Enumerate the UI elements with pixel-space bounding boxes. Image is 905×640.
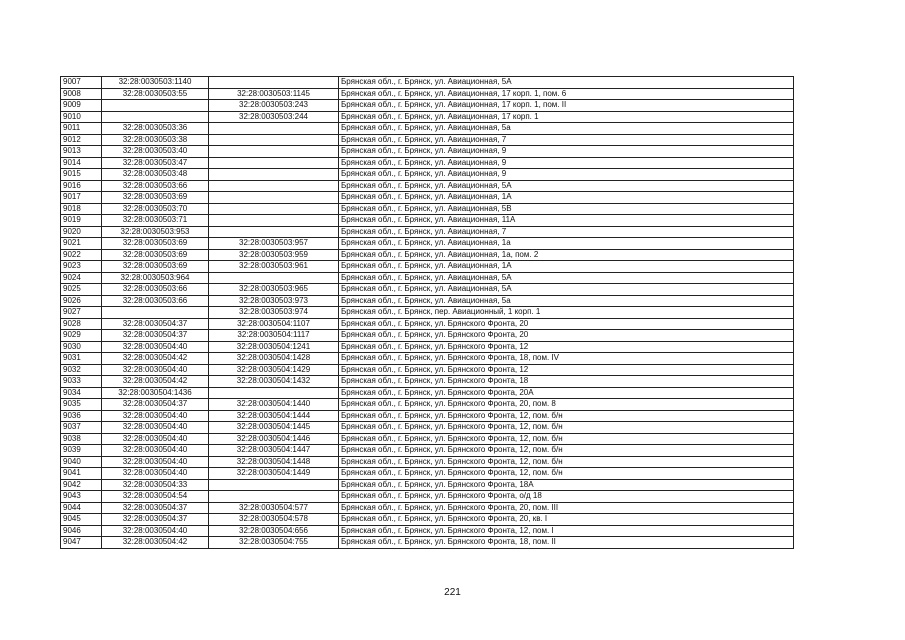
table-row bbox=[61, 226, 794, 238]
table-row bbox=[61, 353, 794, 365]
cadastral-number-cell: 32:28:0030503:66 bbox=[102, 180, 209, 192]
object-cadastral-number-cell: 32:28:0030504:1447 bbox=[209, 445, 339, 457]
table-row bbox=[61, 468, 794, 480]
row-number-cell: 9031 bbox=[61, 353, 102, 365]
cadastral-number-cell: 32:28:0030504:40 bbox=[102, 433, 209, 445]
row-number-cell: 9044 bbox=[61, 502, 102, 514]
address-cell: Брянская обл., г. Брянск, ул. Брянского Фронта, о/д 18 bbox=[339, 491, 794, 503]
object-cadastral-number-cell bbox=[209, 77, 339, 89]
address-cell: Брянская обл., г. Брянск, ул. Брянского Фронта, 12, пом. б/н bbox=[339, 422, 794, 434]
table-row bbox=[61, 123, 794, 135]
table-row bbox=[61, 341, 794, 353]
row-number-cell: 9026 bbox=[61, 295, 102, 307]
cadastral-number-cell: 32:28:0030503:953 bbox=[102, 226, 209, 238]
address-cell: Брянская обл., г. Брянск, ул. Брянского Фронта, 20, пом. 8 bbox=[339, 399, 794, 411]
row-number-cell: 9021 bbox=[61, 238, 102, 250]
object-cadastral-number-cell bbox=[209, 491, 339, 503]
table-row bbox=[61, 203, 794, 215]
row-number-cell: 9032 bbox=[61, 364, 102, 376]
address-cell: Брянская обл., г. Брянск, ул. Авиационная, 5А bbox=[339, 272, 794, 284]
row-number-cell: 9014 bbox=[61, 157, 102, 169]
table-row bbox=[61, 491, 794, 503]
cadastral-number-cell: 32:28:0030504:33 bbox=[102, 479, 209, 491]
cadastral-number-cell: 32:28:0030503:70 bbox=[102, 203, 209, 215]
address-cell: Брянская обл., г. Брянск, ул. Авиационная, 17 корп. 1, пом. II bbox=[339, 100, 794, 112]
object-cadastral-number-cell bbox=[209, 123, 339, 135]
address-cell: Брянская обл., г. Брянск, ул. Авиационная, 9 bbox=[339, 146, 794, 158]
cadastral-number-cell: 32:28:0030504:40 bbox=[102, 410, 209, 422]
object-cadastral-number-cell: 32:28:0030504:755 bbox=[209, 537, 339, 549]
object-cadastral-number-cell: 32:28:0030503:1145 bbox=[209, 88, 339, 100]
address-cell: Брянская обл., г. Брянск, ул. Авиационная, 1а, пом. 2 bbox=[339, 249, 794, 261]
table-row bbox=[61, 433, 794, 445]
table-row bbox=[61, 376, 794, 388]
object-cadastral-number-cell bbox=[209, 169, 339, 181]
row-number-cell: 9007 bbox=[61, 77, 102, 89]
cadastral-number-cell: 32:28:0030504:37 bbox=[102, 502, 209, 514]
cadastral-number-cell: 32:28:0030503:47 bbox=[102, 157, 209, 169]
table-row bbox=[61, 514, 794, 526]
cadastral-number-cell: 32:28:0030503:66 bbox=[102, 284, 209, 296]
object-cadastral-number-cell bbox=[209, 203, 339, 215]
table-row bbox=[61, 284, 794, 296]
table-row bbox=[61, 111, 794, 123]
object-cadastral-number-cell bbox=[209, 479, 339, 491]
table-row bbox=[61, 330, 794, 342]
table-row bbox=[61, 215, 794, 227]
table-row bbox=[61, 157, 794, 169]
page-number: 221 bbox=[444, 587, 461, 598]
row-number-cell: 9040 bbox=[61, 456, 102, 468]
cadastral-number-cell: 32:28:0030504:37 bbox=[102, 330, 209, 342]
table-row bbox=[61, 88, 794, 100]
cadastral-number-cell: 32:28:0030503:69 bbox=[102, 261, 209, 273]
cadastral-number-cell: 32:28:0030504:40 bbox=[102, 341, 209, 353]
row-number-cell: 9016 bbox=[61, 180, 102, 192]
object-cadastral-number-cell: 32:28:0030504:1107 bbox=[209, 318, 339, 330]
table-row bbox=[61, 399, 794, 411]
cadastral-number-cell: 32:28:0030503:69 bbox=[102, 192, 209, 204]
address-cell: Брянская обл., г. Брянск, ул. Брянского Фронта, 12 bbox=[339, 341, 794, 353]
address-cell: Брянская обл., г. Брянск, ул. Брянского Фронта, 12, пом. б/н bbox=[339, 468, 794, 480]
object-cadastral-number-cell: 32:28:0030503:965 bbox=[209, 284, 339, 296]
address-cell: Брянская обл., г. Брянск, ул. Брянского Фронта, 12, пом. б/н bbox=[339, 433, 794, 445]
object-cadastral-number-cell: 32:28:0030503:961 bbox=[209, 261, 339, 273]
table-row bbox=[61, 249, 794, 261]
cadastral-number-cell: 32:28:0030504:37 bbox=[102, 399, 209, 411]
address-cell: Брянская обл., г. Брянск, пер. Авиационный, 1 корп. 1 bbox=[339, 307, 794, 319]
cadastral-number-cell bbox=[102, 307, 209, 319]
address-cell: Брянская обл., г. Брянск, ул. Брянского Фронта, 20, пом. III bbox=[339, 502, 794, 514]
object-cadastral-number-cell: 32:28:0030503:973 bbox=[209, 295, 339, 307]
cadastral-number-cell: 32:28:0030503:69 bbox=[102, 238, 209, 250]
object-cadastral-number-cell bbox=[209, 134, 339, 146]
object-cadastral-number-cell: 32:28:0030504:1428 bbox=[209, 353, 339, 365]
cadastral-number-cell: 32:28:0030503:964 bbox=[102, 272, 209, 284]
row-number-cell: 9011 bbox=[61, 123, 102, 135]
row-number-cell: 9029 bbox=[61, 330, 102, 342]
table-row bbox=[61, 318, 794, 330]
address-cell: Брянская обл., г. Брянск, ул. Брянского Фронта, 18А bbox=[339, 479, 794, 491]
table-row bbox=[61, 146, 794, 158]
row-number-cell: 9019 bbox=[61, 215, 102, 227]
table-row bbox=[61, 134, 794, 146]
object-cadastral-number-cell bbox=[209, 146, 339, 158]
address-cell: Брянская обл., г. Брянск, ул. Авиационная, 7 bbox=[339, 134, 794, 146]
table-row bbox=[61, 180, 794, 192]
row-number-cell: 9045 bbox=[61, 514, 102, 526]
object-cadastral-number-cell: 32:28:0030503:957 bbox=[209, 238, 339, 250]
row-number-cell: 9041 bbox=[61, 468, 102, 480]
table-row bbox=[61, 537, 794, 549]
address-cell: Брянская обл., г. Брянск, ул. Авиационная, 5А bbox=[339, 284, 794, 296]
object-cadastral-number-cell: 32:28:0030504:578 bbox=[209, 514, 339, 526]
cadastral-number-cell: 32:28:0030503:48 bbox=[102, 169, 209, 181]
cadastral-number-cell: 32:28:0030504:37 bbox=[102, 514, 209, 526]
row-number-cell: 9037 bbox=[61, 422, 102, 434]
object-cadastral-number-cell: 32:28:0030504:1445 bbox=[209, 422, 339, 434]
table-row bbox=[61, 192, 794, 204]
cadastral-number-cell: 32:28:0030504:54 bbox=[102, 491, 209, 503]
address-cell: Брянская обл., г. Брянск, ул. Авиационная, 17 корп. 1 bbox=[339, 111, 794, 123]
object-cadastral-number-cell bbox=[209, 226, 339, 238]
address-cell: Брянская обл., г. Брянск, ул. Авиационная, 5А bbox=[339, 77, 794, 89]
cadastral-number-cell: 32:28:0030504:40 bbox=[102, 456, 209, 468]
address-cell: Брянская обл., г. Брянск, ул. Брянского Фронта, 12, пом. I bbox=[339, 525, 794, 537]
cadastral-number-cell: 32:28:0030504:42 bbox=[102, 537, 209, 549]
address-cell: Брянская обл., г. Брянск, ул. Авиационная, 5а bbox=[339, 295, 794, 307]
cadastral-number-cell: 32:28:0030504:40 bbox=[102, 525, 209, 537]
address-cell: Брянская обл., г. Брянск, ул. Авиационная, 9 bbox=[339, 169, 794, 181]
address-cell: Брянская обл., г. Брянск, ул. Брянского Фронта, 12, пом. б/н bbox=[339, 456, 794, 468]
address-cell: Брянская обл., г. Брянск, ул. Брянского Фронта, 12, пом. б/н bbox=[339, 445, 794, 457]
object-cadastral-number-cell: 32:28:0030504:1432 bbox=[209, 376, 339, 388]
row-number-cell: 9030 bbox=[61, 341, 102, 353]
table-row bbox=[61, 445, 794, 457]
object-cadastral-number-cell: 32:28:0030504:1440 bbox=[209, 399, 339, 411]
table-row bbox=[61, 100, 794, 112]
row-number-cell: 9015 bbox=[61, 169, 102, 181]
registry-table-body bbox=[61, 77, 794, 549]
row-number-cell: 9025 bbox=[61, 284, 102, 296]
row-number-cell: 9008 bbox=[61, 88, 102, 100]
cadastral-number-cell: 32:28:0030504:42 bbox=[102, 353, 209, 365]
row-number-cell: 9036 bbox=[61, 410, 102, 422]
row-number-cell: 9039 bbox=[61, 445, 102, 457]
address-cell: Брянская обл., г. Брянск, ул. Авиационная, 7 bbox=[339, 226, 794, 238]
address-cell: Брянская обл., г. Брянск, ул. Брянского Фронта, 20А bbox=[339, 387, 794, 399]
table-row bbox=[61, 307, 794, 319]
table-row bbox=[61, 364, 794, 376]
cadastral-number-cell: 32:28:0030504:40 bbox=[102, 422, 209, 434]
row-number-cell: 9028 bbox=[61, 318, 102, 330]
address-cell: Брянская обл., г. Брянск, ул. Авиационная, 5В bbox=[339, 203, 794, 215]
row-number-cell: 9023 bbox=[61, 261, 102, 273]
object-cadastral-number-cell bbox=[209, 180, 339, 192]
table-row bbox=[61, 502, 794, 514]
object-cadastral-number-cell: 32:28:0030503:959 bbox=[209, 249, 339, 261]
table-row bbox=[61, 525, 794, 537]
cadastral-number-cell: 32:28:0030504:40 bbox=[102, 445, 209, 457]
table-row bbox=[61, 387, 794, 399]
object-cadastral-number-cell: 32:28:0030504:1117 bbox=[209, 330, 339, 342]
cadastral-number-cell: 32:28:0030504:1436 bbox=[102, 387, 209, 399]
object-cadastral-number-cell: 32:28:0030504:1446 bbox=[209, 433, 339, 445]
row-number-cell: 9046 bbox=[61, 525, 102, 537]
object-cadastral-number-cell: 32:28:0030504:656 bbox=[209, 525, 339, 537]
row-number-cell: 9042 bbox=[61, 479, 102, 491]
cadastral-number-cell: 32:28:0030504:40 bbox=[102, 364, 209, 376]
cadastral-number-cell: 32:28:0030503:66 bbox=[102, 295, 209, 307]
row-number-cell: 9033 bbox=[61, 376, 102, 388]
table-row bbox=[61, 169, 794, 181]
object-cadastral-number-cell bbox=[209, 192, 339, 204]
address-cell: Брянская обл., г. Брянск, ул. Брянского Фронта, 20 bbox=[339, 330, 794, 342]
object-cadastral-number-cell: 32:28:0030504:1449 bbox=[209, 468, 339, 480]
cadastral-number-cell: 32:28:0030504:37 bbox=[102, 318, 209, 330]
table-row bbox=[61, 410, 794, 422]
row-number-cell: 9020 bbox=[61, 226, 102, 238]
address-cell: Брянская обл., г. Брянск, ул. Брянского Фронта, 12, пом. б/н bbox=[339, 410, 794, 422]
address-cell: Брянская обл., г. Брянск, ул. Авиационная, 9 bbox=[339, 157, 794, 169]
address-cell: Брянская обл., г. Брянск, ул. Авиационная, 1а bbox=[339, 238, 794, 250]
address-cell: Брянская обл., г. Брянск, ул. Брянского Фронта, 18, пом. IV bbox=[339, 353, 794, 365]
row-number-cell: 9017 bbox=[61, 192, 102, 204]
address-cell: Брянская обл., г. Брянск, ул. Авиационная, 17 корп. 1, пом. 6 bbox=[339, 88, 794, 100]
address-cell: Брянская обл., г. Брянск, ул. Брянского Фронта, 12 bbox=[339, 364, 794, 376]
table-row bbox=[61, 456, 794, 468]
address-cell: Брянская обл., г. Брянск, ул. Авиационная, 1А bbox=[339, 192, 794, 204]
cadastral-number-cell: 32:28:0030503:36 bbox=[102, 123, 209, 135]
table-row bbox=[61, 295, 794, 307]
table-row bbox=[61, 479, 794, 491]
cadastral-number-cell: 32:28:0030503:38 bbox=[102, 134, 209, 146]
object-cadastral-number-cell: 32:28:0030504:1241 bbox=[209, 341, 339, 353]
table-row bbox=[61, 77, 794, 89]
object-cadastral-number-cell: 32:28:0030504:1429 bbox=[209, 364, 339, 376]
cadastral-number-cell bbox=[102, 100, 209, 112]
row-number-cell: 9010 bbox=[61, 111, 102, 123]
row-number-cell: 9034 bbox=[61, 387, 102, 399]
object-cadastral-number-cell: 32:28:0030504:1444 bbox=[209, 410, 339, 422]
address-cell: Брянская обл., г. Брянск, ул. Авиационная, 5А bbox=[339, 180, 794, 192]
address-cell: Брянская обл., г. Брянск, ул. Авиационная, 5а bbox=[339, 123, 794, 135]
registry-table bbox=[60, 76, 794, 549]
cadastral-number-cell: 32:28:0030504:42 bbox=[102, 376, 209, 388]
cadastral-number-cell: 32:28:0030503:1140 bbox=[102, 77, 209, 89]
row-number-cell: 9024 bbox=[61, 272, 102, 284]
object-cadastral-number-cell bbox=[209, 387, 339, 399]
row-number-cell: 9018 bbox=[61, 203, 102, 215]
object-cadastral-number-cell: 32:28:0030504:577 bbox=[209, 502, 339, 514]
address-cell: Брянская обл., г. Брянск, ул. Брянского Фронта, 18 bbox=[339, 376, 794, 388]
row-number-cell: 9043 bbox=[61, 491, 102, 503]
address-cell: Брянская обл., г. Брянск, ул. Авиационная, 11А bbox=[339, 215, 794, 227]
row-number-cell: 9009 bbox=[61, 100, 102, 112]
table-row bbox=[61, 272, 794, 284]
table-row bbox=[61, 238, 794, 250]
table-row bbox=[61, 261, 794, 273]
cadastral-number-cell: 32:28:0030503:69 bbox=[102, 249, 209, 261]
row-number-cell: 9027 bbox=[61, 307, 102, 319]
row-number-cell: 9035 bbox=[61, 399, 102, 411]
cadastral-number-cell bbox=[102, 111, 209, 123]
row-number-cell: 9047 bbox=[61, 537, 102, 549]
row-number-cell: 9038 bbox=[61, 433, 102, 445]
address-cell: Брянская обл., г. Брянск, ул. Брянского Фронта, 20, кв. I bbox=[339, 514, 794, 526]
object-cadastral-number-cell: 32:28:0030503:243 bbox=[209, 100, 339, 112]
object-cadastral-number-cell: 32:28:0030504:1448 bbox=[209, 456, 339, 468]
row-number-cell: 9012 bbox=[61, 134, 102, 146]
cadastral-number-cell: 32:28:0030504:40 bbox=[102, 468, 209, 480]
address-cell: Брянская обл., г. Брянск, ул. Брянского Фронта, 18, пом. II bbox=[339, 537, 794, 549]
row-number-cell: 9022 bbox=[61, 249, 102, 261]
row-number-cell: 9013 bbox=[61, 146, 102, 158]
cadastral-number-cell: 32:28:0030503:40 bbox=[102, 146, 209, 158]
address-cell: Брянская обл., г. Брянск, ул. Брянского Фронта, 20 bbox=[339, 318, 794, 330]
table-row bbox=[61, 422, 794, 434]
object-cadastral-number-cell: 32:28:0030503:244 bbox=[209, 111, 339, 123]
object-cadastral-number-cell bbox=[209, 157, 339, 169]
address-cell: Брянская обл., г. Брянск, ул. Авиационная, 1А bbox=[339, 261, 794, 273]
object-cadastral-number-cell bbox=[209, 215, 339, 227]
object-cadastral-number-cell: 32:28:0030503:974 bbox=[209, 307, 339, 319]
cadastral-number-cell: 32:28:0030503:71 bbox=[102, 215, 209, 227]
object-cadastral-number-cell bbox=[209, 272, 339, 284]
cadastral-number-cell: 32:28:0030503:55 bbox=[102, 88, 209, 100]
